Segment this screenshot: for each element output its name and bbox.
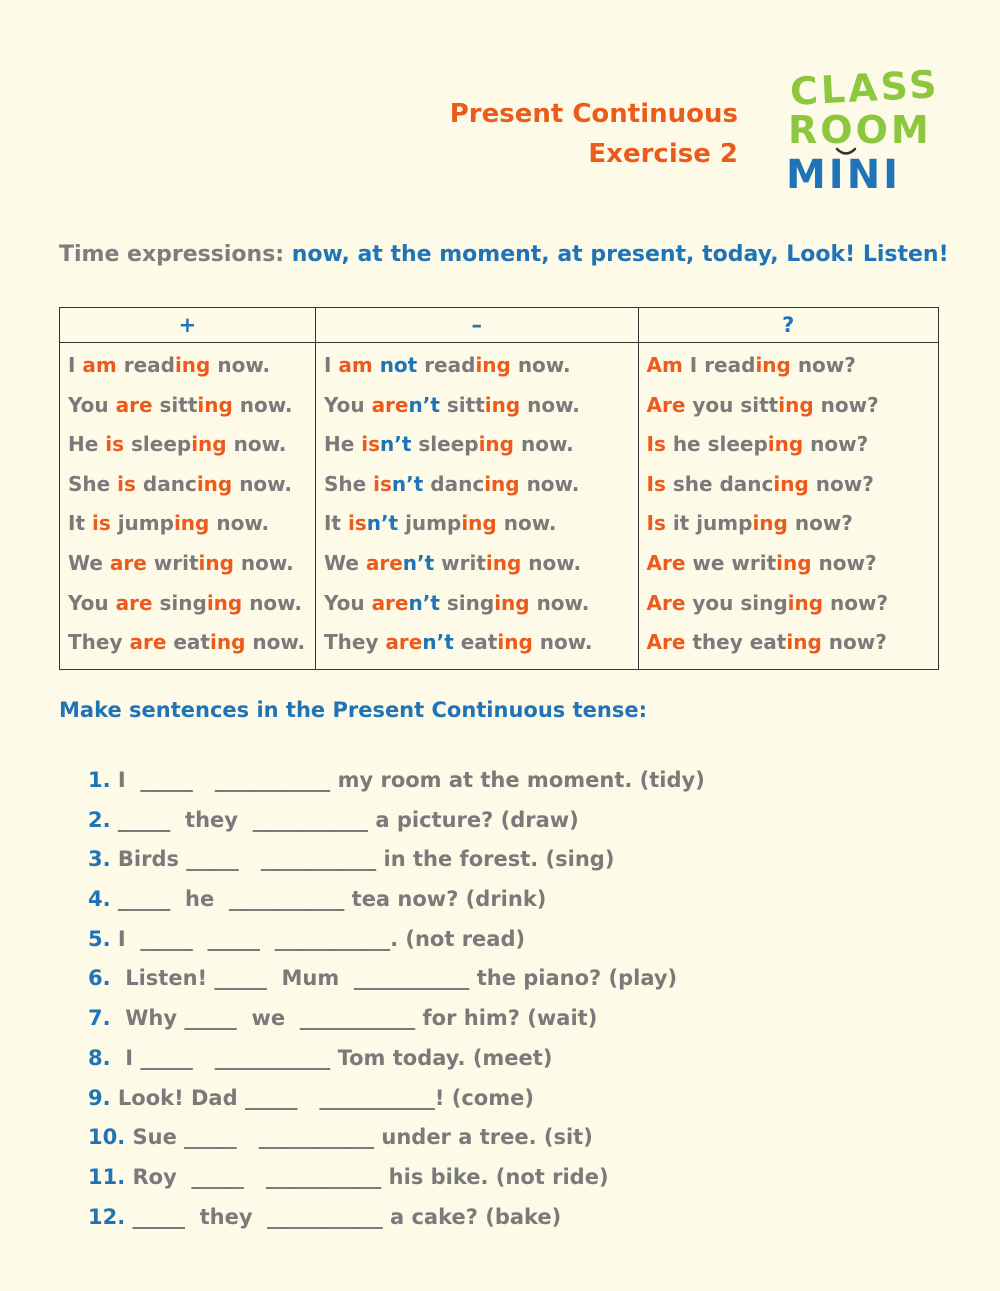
sentence-segment: I read — [682, 353, 756, 377]
sentence-segment: is — [105, 432, 125, 457]
exercise-item — [88, 1198, 705, 1238]
sentence-segment: Are — [646, 590, 686, 615]
sentence-segment: is — [117, 471, 136, 496]
time-expressions — [59, 242, 949, 267]
sentence-segment: Are — [646, 392, 686, 417]
sentence-segment: now. — [510, 353, 571, 377]
sentence-segment: now. — [226, 432, 287, 457]
sentence-segment: ing — [755, 353, 791, 377]
grammar-sentence — [68, 623, 307, 663]
grammar-sentence — [324, 544, 630, 584]
sentence-segment: Is — [646, 511, 666, 536]
sentence-segment: danc — [423, 471, 485, 496]
grammar-sentence — [647, 346, 931, 386]
grammar-sentence — [647, 386, 931, 426]
exercise-item — [88, 1158, 705, 1198]
exercise-number: 12. — [88, 1204, 126, 1229]
sentence-segment: now. — [521, 550, 582, 575]
sentence-segment: n’t — [408, 590, 440, 615]
sentence-segment: now? — [808, 471, 874, 496]
header-affirmative: + — [60, 308, 316, 343]
exercise-text: Birds _____ ___________ in the forest. (sing) — [110, 847, 615, 872]
sentence-segment: ing — [478, 432, 514, 457]
sentence-segment: eat — [453, 630, 498, 655]
sentence-segment: are — [365, 550, 403, 575]
sentence-segment: read — [417, 353, 476, 377]
grammar-sentence — [68, 346, 307, 386]
sentence-segment: are — [385, 630, 423, 655]
sentence-segment: now. — [245, 630, 306, 655]
exercise-text: Listen! _____ Mum ___________ the piano? (play) — [110, 966, 678, 991]
sentence-segment: he sleep — [665, 432, 768, 457]
sentence-segment: She — [323, 471, 374, 496]
sentence-segment: now. — [210, 353, 271, 377]
sentence-segment: Are — [646, 630, 686, 655]
affirmative-column — [60, 343, 316, 670]
exercise-text: _____ they ___________ a cake? (bake) — [125, 1204, 562, 1229]
sentence-segment: ing — [485, 550, 522, 575]
exercise-number: 6. — [88, 966, 111, 991]
title-line-2: Exercise 2 — [588, 139, 738, 169]
sentence-segment: is — [91, 511, 111, 536]
exercise-number: 10. — [88, 1125, 126, 1150]
instructions: Make sentences in the Present Continuous tense: — [59, 698, 647, 722]
negative-column — [315, 343, 638, 670]
sentence-segment: They — [323, 630, 386, 655]
exercise-text: Roy _____ ___________ his bike. (not ride) — [125, 1164, 609, 1189]
sentence-segment: ing — [198, 550, 234, 575]
header-question: ? — [638, 308, 939, 343]
sentence-segment: are — [115, 392, 153, 417]
exercise-item — [88, 999, 705, 1039]
sentence-segment: ing — [767, 432, 804, 457]
exercise-number: 7. — [88, 1006, 111, 1031]
exercise-number: 3. — [88, 847, 111, 872]
exercise-text: Sue _____ ___________ under a tree. (sit) — [125, 1125, 593, 1150]
sentence-segment: sitt — [152, 392, 198, 417]
sentence-segment: ing — [209, 630, 246, 655]
grammar-sentence — [324, 346, 630, 386]
sentence-segment: are — [109, 550, 147, 575]
sentence-segment: you sing — [685, 590, 788, 615]
sentence-segment: ing — [776, 550, 812, 575]
exercise-item — [88, 959, 705, 999]
sentence-segment: ing — [786, 630, 822, 655]
sentence-segment: is — [373, 471, 392, 496]
sentence-segment: n’t — [391, 471, 424, 496]
grammar-sentence — [324, 504, 630, 544]
grammar-sentence — [324, 623, 630, 663]
sentence-segment: ing — [494, 590, 530, 615]
sentence-segment: now? — [811, 550, 877, 575]
exercise-item — [88, 1118, 705, 1158]
sentence-segment: now. — [520, 392, 580, 417]
grammar-sentence — [647, 584, 931, 624]
sentence-segment: They — [68, 630, 130, 655]
exercise-item — [88, 840, 705, 880]
sentence-segment: are — [371, 590, 409, 615]
logo-text-line-2: ROOM — [788, 108, 932, 152]
grammar-table-header-row — [60, 308, 939, 343]
exercise-text: _____ he ___________ tea now? (drink) — [110, 887, 547, 912]
sentence-segment: now? — [787, 511, 853, 536]
sentence-segment: n’t — [408, 392, 440, 417]
logo-text-line-3: MINI — [786, 152, 902, 198]
exercise-number: 8. — [88, 1045, 111, 1070]
sentence-segment: ing — [778, 392, 814, 417]
grammar-table-body-row — [60, 343, 939, 670]
exercise-number: 2. — [88, 807, 111, 832]
grammar-sentence — [647, 465, 931, 505]
sentence-segment: are — [129, 630, 167, 655]
exercise-text: I _____ ___________ Tom today. (meet) — [110, 1045, 553, 1070]
sentence-segment: ing — [461, 511, 497, 536]
sentence-segment: You — [68, 590, 116, 615]
sentence-segment: ing — [191, 432, 227, 457]
sentence-segment: now. — [496, 511, 557, 536]
sentence-segment: now? — [790, 353, 856, 377]
sentence-segment: ing — [484, 471, 520, 496]
sentence-segment: ing — [197, 392, 233, 417]
sentence-segment: n’t — [402, 550, 435, 575]
sentence-segment: now. — [514, 432, 574, 457]
sentence-segment: She — [68, 471, 118, 496]
sentence-segment: ing — [475, 353, 511, 377]
sentence-segment: Am — [646, 353, 683, 377]
sentence-segment: she danc — [665, 471, 774, 496]
sentence-segment: ing — [787, 590, 824, 615]
sentence-segment: now. — [232, 392, 293, 417]
exercise-text: _____ they ___________ a picture? (draw) — [110, 807, 579, 832]
sentence-segment: He — [68, 432, 106, 457]
sentence-segment: sing — [152, 590, 207, 615]
header-negative: – — [315, 308, 638, 343]
exercise-item — [88, 1039, 705, 1079]
exercise-number: 4. — [88, 887, 111, 912]
sentence-segment: read — [116, 353, 175, 377]
sentence-segment: they eat — [685, 630, 787, 655]
sentence-segment: now? — [821, 630, 887, 655]
sentence-segment: Is — [646, 432, 666, 457]
sentence-segment: He — [323, 432, 362, 457]
sentence-segment: now. — [532, 630, 593, 655]
grammar-sentence — [324, 465, 630, 505]
sentence-segment: am — [82, 353, 117, 377]
sentence-segment: now. — [519, 471, 580, 496]
worksheet-title — [450, 94, 738, 174]
exercise-item — [88, 920, 705, 960]
sentence-segment: We — [323, 550, 366, 575]
grammar-sentence — [324, 425, 630, 465]
sentence-segment: is — [361, 432, 380, 457]
sentence-segment: we writ — [685, 550, 777, 575]
sentence-segment: You — [323, 392, 372, 417]
logo-text-line-1: CLASS — [788, 62, 941, 114]
sentence-segment: now? — [803, 432, 869, 457]
exercise-text: Look! Dad _____ ___________! (come) — [110, 1085, 534, 1110]
sentence-segment: not — [379, 353, 418, 377]
exercise-number: 9. — [88, 1085, 111, 1110]
classroom-mini-logo — [786, 62, 941, 206]
sentence-segment: are — [371, 392, 409, 417]
sentence-segment: eat — [166, 630, 210, 655]
sentence-segment: now? — [813, 392, 879, 417]
sentence-segment: n’t — [380, 432, 412, 457]
grammar-sentence — [68, 544, 307, 584]
sentence-segment: now. — [242, 590, 302, 615]
grammar-sentence — [647, 425, 931, 465]
sentence-segment: It — [68, 511, 92, 536]
sentence-segment: Is — [646, 471, 666, 496]
sentence-segment: you sitt — [685, 392, 779, 417]
sentence-segment: n’t — [366, 511, 399, 536]
grammar-table — [59, 307, 939, 670]
sentence-segment: ing — [484, 392, 521, 417]
sentence-segment: sing — [439, 590, 495, 615]
sentence-segment: now. — [209, 511, 270, 536]
exercise-list — [88, 761, 705, 1237]
grammar-sentence — [68, 504, 307, 544]
grammar-sentence — [647, 544, 931, 584]
sentence-segment: am — [338, 353, 373, 377]
time-expressions-label: Time expressions: — [59, 242, 292, 267]
exercise-number: 5. — [88, 926, 111, 951]
grammar-sentence — [68, 584, 307, 624]
sentence-segment: It — [323, 511, 348, 536]
grammar-sentence — [647, 504, 931, 544]
sentence-segment: I — [68, 353, 83, 377]
sentence-segment: it jump — [665, 511, 753, 536]
sentence-segment: ing — [173, 511, 210, 536]
title-line-1: Present Continuous — [449, 99, 738, 129]
sentence-segment: You — [323, 590, 372, 615]
grammar-sentence — [68, 465, 307, 505]
sentence-segment — [373, 353, 380, 377]
sentence-segment: We — [68, 550, 110, 575]
grammar-sentence — [647, 623, 931, 663]
sentence-segment: now. — [529, 590, 590, 615]
sentence-segment: I — [323, 353, 339, 377]
exercise-item — [88, 761, 705, 801]
sentence-segment: sitt — [439, 392, 485, 417]
sentence-segment: ing — [174, 353, 211, 377]
exercise-text: Why _____ we ___________ for him? (wait) — [110, 1006, 598, 1031]
sentence-segment: writ — [146, 550, 199, 575]
sentence-segment: n’t — [422, 630, 454, 655]
grammar-sentence — [68, 425, 307, 465]
question-column — [638, 343, 939, 670]
sentence-segment: now. — [233, 550, 294, 575]
sentence-segment: is — [347, 511, 367, 536]
sentence-segment: ing — [752, 511, 788, 536]
grammar-sentence — [324, 386, 630, 426]
sentence-segment: Are — [646, 550, 686, 575]
sentence-segment: writ — [434, 550, 486, 575]
sentence-segment: ing — [206, 590, 243, 615]
sentence-segment: now. — [232, 471, 292, 496]
grammar-sentence — [68, 386, 307, 426]
exercise-item — [88, 1079, 705, 1119]
sentence-segment: are — [115, 590, 153, 615]
sentence-segment: sleep — [124, 432, 192, 457]
sentence-segment: You — [68, 392, 116, 417]
exercise-number: 11. — [88, 1164, 126, 1189]
sentence-segment: ing — [497, 630, 533, 655]
time-expressions-value: now, at the moment, at present, today, Look! Listen! — [291, 242, 949, 267]
sentence-segment: jump — [398, 511, 462, 536]
exercise-text: I _____ _____ ___________. (not read) — [110, 926, 526, 951]
exercise-number: 1. — [88, 768, 111, 792]
exercise-item — [88, 801, 705, 841]
exercise-item — [88, 880, 705, 920]
sentence-segment: sleep — [411, 432, 479, 457]
sentence-segment: danc — [135, 471, 197, 496]
sentence-segment: now? — [823, 590, 889, 615]
sentence-segment: jump — [110, 511, 174, 536]
grammar-sentence — [324, 584, 630, 624]
sentence-segment: ing — [773, 471, 809, 496]
sentence-segment: ing — [196, 471, 233, 496]
exercise-text: I _____ ___________ my room at the moment. (tidy) — [110, 768, 705, 792]
